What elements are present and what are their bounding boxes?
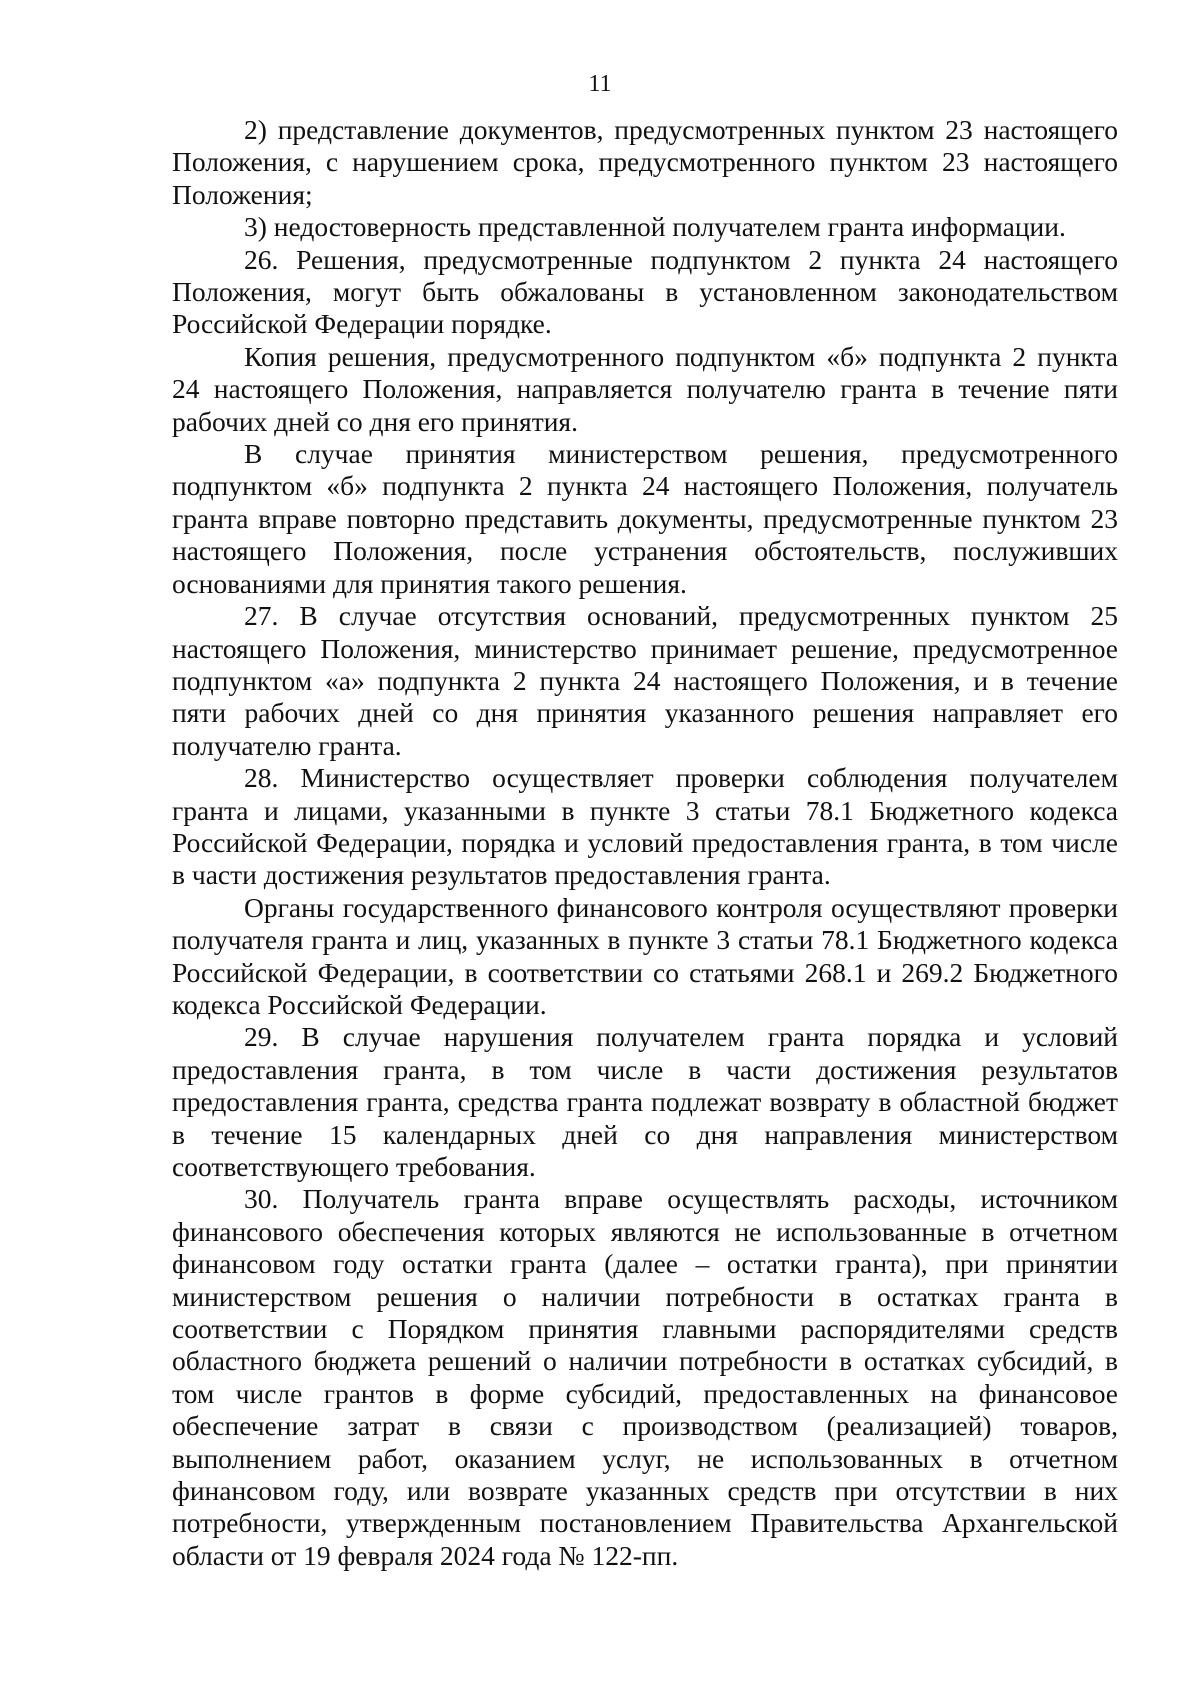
paragraph: 29. В случае нарушения получателем гранта порядка и условий предоставления гранта, в том числе в части достижения результатов предоставления гранта, средства гранта подлежат возврату в областной бюджет в течение 15 календарных дней со дня направления министерством соответствующего требования.: [172, 1021, 1118, 1182]
paragraph: 3) недостоверность представленной получателем гранта информации.: [244, 211, 1066, 243]
page-number: 11: [588, 71, 612, 97]
paragraph: В случае принятия министерством решения, предусмотренного подпунктом «б» подпункта 2 пункта 24 настоящего Положения, получатель гранта вправе повторно представить документы, предусмотренные пунктом 23 настоящего Положения, после устранения обстоятельств, послуживших основаниями для принятия такого решения.: [172, 438, 1118, 599]
paragraph: 2) представление документов, предусмотренных пунктом 23 настоящего Положения, с нарушением срока, предусмотренного пунктом 23 настоящего Положения;: [172, 114, 1118, 210]
paragraph: Копия решения, предусмотренного подпунктом «б» подпункта 2 пункта 24 настоящего Положения, направляется получателю гранта в течение пяти рабочих дней со дня его принятия.: [172, 340, 1118, 437]
paragraph: 30. Получатель гранта вправе осуществлять расходы, источником финансового обеспечения которых являются не использованные в отчетном финансовом году остатки гранта (далее – остатки гранта), при принятии министерством решения о наличии потребности в остатках гранта в соответствии с Порядком принятия главными распорядителями средств областного бюджета решений о наличии потребности в остатках субсидий, в том числе грантов в форме субсидий, предоставленных на финансовое обеспечение затрат в связи с производством (реализацией) товаров, выполнением работ, оказанием услуг, не использованных в отчетном финансовом году, или возврате указанных средств при отсутствии в них потребности, утвержденным постановлением Правительства Архангельской области от 19 февраля 2024 года № 122-пп.: [172, 1183, 1118, 1571]
document-body: [172, 114, 1118, 1572]
paragraph: Органы государственного финансового контроля осуществляют проверки получателя гранта и лиц, указанных в пункте 3 статьи 78.1 Бюджетного кодекса Российской Федерации, в соответствии со статьями 268.1 и 269.2 Бюджетного кодекса Российской Федерации.: [172, 891, 1118, 1020]
paragraph: 26. Решения, предусмотренные подпунктом 2 пункта 24 настоящего Положения, могут быть обжалованы в установленном законодательством Российской Федерации порядке.: [172, 243, 1118, 340]
paragraph: 27. В случае отсутствия оснований, предусмотренных пунктом 25 настоящего Положения, министерство принимает решение, предусмотренное подпунктом «а» подпункта 2 пункта 24 настоящего Положения, и в течение пяти рабочих дней со дня принятия указанного решения направляет его получателю гранта.: [172, 600, 1118, 761]
paragraph: 28. Министерство осуществляет проверки соблюдения получателем гранта и лицами, указанными в пункте 3 статьи 78.1 Бюджетного кодекса Российской Федерации, порядка и условий предоставления гранта, в том числе в части достижения результатов предоставления гранта.: [172, 762, 1118, 891]
